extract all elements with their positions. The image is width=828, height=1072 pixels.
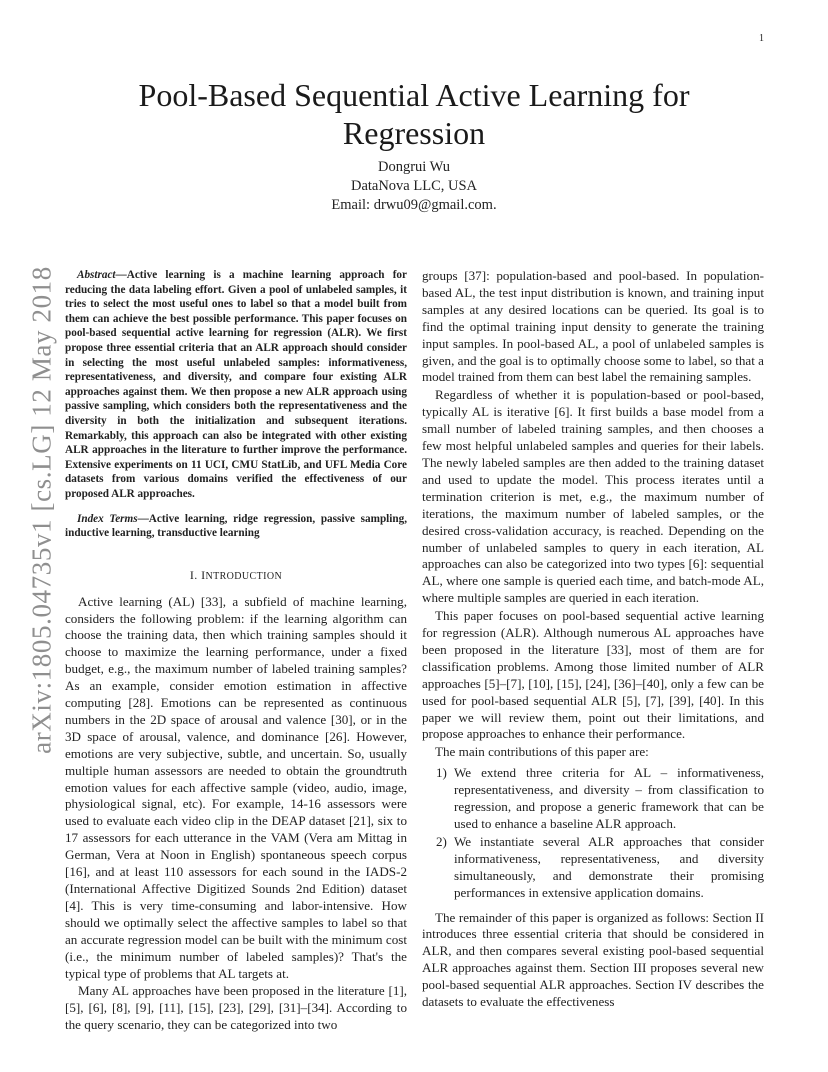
intro-paragraph: Active learning (AL) [33], a subfield of machine learning, considers the following problem: if the learning algorithm can choose the training data, then which training samples should it choose to maximize the learning performance, under a fixed budget, e.g., the maximum number of labeled training samples? As an example, consider emotion estimation in affective computing [28]. Emotions can be represented as continuous numbers in the 2D space of arousal and valence [30], or in the 3D space of arousal, valence, and dominance [26]. However, emotions are very subjective, subtle, and uncertain. So, usually multiple human assessors are needed to obtain the groundtruth emotion values for each affective sample (video, audio, image, physiological signal, etc). For example, 14-16 assessors were used to evaluate each video clip in the DEAP dataset [21], six to 17 assessors for each utterance in the VAM (Vera am Mittag in German, Vera at Noon in English) spontaneous speech corpus [16], and at least 110 assessors for each sound in the IADS-2 (International Affective Digitized Sounds 2nd Edition) dataset [4]. This is very time-consuming and labor-intensive. How should we optimally select the affective samples to label so that an accurate regression model can be built with the minimum cost (i.e., the minimum number of labeled samples)? That's the typical type of problems that AL targets at. (65, 593, 407, 981)
body-paragraph: groups [37]: population-based and pool-based. In population-based AL, the test input distribution is known, and training input samples at any desired locations can be queried. Its goal is to find the optimal training input density to generate the training input samples. In pool-based AL, a pool of unlabeled samples is given, and the goal is to optimally choose some to label, so that a model trained from them can best label the remaining samples. (422, 268, 764, 385)
page-number: 1 (759, 33, 764, 44)
right-column (422, 268, 764, 1012)
contributions-list (422, 765, 764, 901)
list-item: 2) We instantiate several ALR approaches that consider informativeness, representativeness, and diversity simultaneously, and demonstrate their promising performances in extensive application domains. (436, 833, 764, 900)
author-block (200, 158, 628, 215)
organization-paragraph: The remainder of this paper is organized as follows: Section II introduces three essential criteria that should be considered in ALR, and then compares several existing pool-based sequential ALR approaches against them. Section III proposes several new pool-based sequential ALR approaches. Section IV describes the datasets to evaluate the effectiveness (422, 909, 764, 1010)
intro-paragraph: Many AL approaches have been proposed in the literature [1], [5], [6], [8], [9], [11], [15], [23], [29], [31]–[34]. According to the query scenario, they can be categorized into two (65, 983, 407, 1033)
abstract (65, 268, 407, 502)
index-terms-label: Index Terms (77, 512, 138, 525)
left-column (65, 268, 407, 1035)
body-paragraph: This paper focuses on pool-based sequential active learning for regression (ALR). Although numerous AL approaches have been proposed in the literature [33], most of them are for classification problems. Among those limited number of ALR approaches [5]–[7], [10], [15], [24], [36]–[40], only a few can be used for pool-based sequential ALR [5], [7], [39], [40]. In this paper we will review them, point out their limitations, and propose approaches to enhance their performance. (422, 608, 764, 742)
abstract-label: Abstract (77, 269, 116, 281)
contributions-intro: The main contributions of this paper are: (435, 744, 649, 760)
paper-title: Pool-Based Sequential Active Learning for Regression (138, 77, 690, 151)
index-terms (65, 512, 407, 541)
list-item: 1) We extend three criteria for AL – informativeness, representativeness, and diversity – from classification to regression, and propose a generic framework that can be used to enhance a baseline ALR approach. (436, 765, 764, 831)
section-heading-introduction: I. INTRODUCTION (189, 567, 283, 582)
arxiv-stamp (26, 240, 57, 780)
arxiv-stamp-text: arXiv:1805.04735v1 [cs.LG] 12 May 2018 (26, 266, 57, 754)
author-email: Email: drwu09@gmail.com. (331, 197, 497, 213)
author-affiliation: DataNova LLC, USA (350, 178, 478, 194)
body-paragraph: Regardless of whether it is population-based or pool-based, typically AL is iterative [6]. It first builds a base model from a small number of labeled training samples, and then chooses a few most helpful unlabeled samples and queries for their labels. The newly labeled samples are then added to the training dataset and used to update the model. This process iterates until a termination criterion is met, e.g., the maximum number of iterations, the maximum number of labeled samples, or the desired cross-validation accuracy, is reached. Depending on the number of unlabeled samples to query in each iteration, AL approaches can also be categorized into two types [6]: sequential AL, where one sample is queried each time, and batch-mode AL, where multiple samples are queried in each iteration. (422, 387, 764, 606)
index-terms-text: —Active learning, ridge regression, passive sampling, inductive learning, transductive learning (65, 512, 407, 540)
author-name: Dongrui Wu (377, 159, 451, 175)
abstract-text: —Active learning is a machine learning approach for reducing the data labeling effort. Given a pool of unlabeled samples, it tries to select the most useful ones to label so that a model built from them can achieve the best possible performance. This paper focuses on pool-based sequential active learning for regression (ALR). We first propose three essential criteria that an ALR approach should consider in selecting the most useful unlabeled samples: informativeness, representativeness, and diversity, and compare four existing ALR approaches against them. We then propose a new ALR approach using passive sampling, which considers both the representativeness and the diversity in both the initialization and subsequent iterations. Remarkably, this approach can also be integrated with other existing ALR approaches in the literature to further improve the performance. Extensive experiments on 11 UCI, CMU StatLib, and UFL Media Core datasets from various domains verified the effectiveness of our proposed ALR approaches. (65, 269, 407, 500)
